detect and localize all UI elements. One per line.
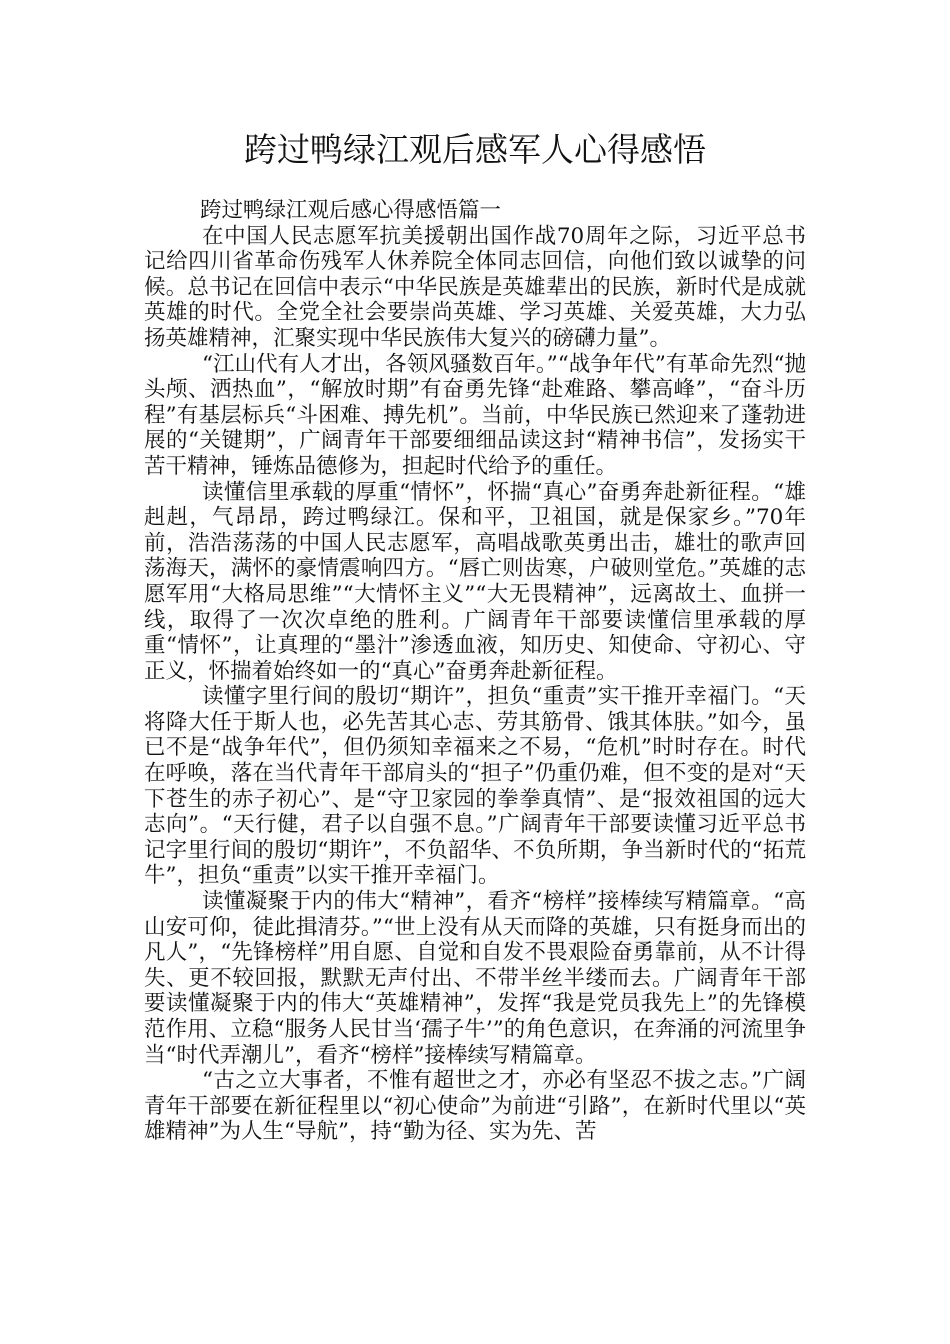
page-title: 跨过鸭绿江观后感军人心得感悟 — [244, 130, 706, 169]
paragraph-5: 读懂凝聚于内的伟大“精神”，看齐“榜样”接棒续写精篇章。“高山安可仰，徒此揖清芬。”“世上没有从天而降的英雄，只有挺身而出的凡人”，“先锋榜样”用自愿、自觉和自发不畏艰险奋勇靠前，从不计得失、更不较回报，默默无声付出、不带半丝半缕而去。广阔青年干部要读懂凝聚于内的伟大“英雄精神”，发挥“我是党员我先上”的先锋模范作用、立稳“服务人民甘当‘孺子牛’”的角色意识，在奔涌的河流里争当“时代弄潮儿”，看齐“榜样”接棒续写精篇章。 — [144, 889, 806, 1068]
paragraph-3: 读懂信里承载的厚重“情怀”，怀揣“真心”奋勇奔赴新征程。“雄赳赳，气昂昂，跨过鸭绿江。保和平，卫祖国，就是保家乡。”70年前，浩浩荡荡的中国人民志愿军，高唱战歌英勇出击，雄壮的歌声回荡海天，满怀的豪情震响四方。“唇亡则齿寒，户破则堂危。”英雄的志愿军用“大格局思维”“大情怀主义”“大无畏精神”，远离故土、血拼一线，取得了一次次卓绝的胜利。广阔青年干部要读懂信里承载的厚重“情怀”，让真理的“墨汁”渗透血液，知历史、知使命、守初心、守正义，怀揣着始终如一的“真心”奋勇奔赴新征程。 — [144, 479, 806, 684]
section-heading: 跨过鸭绿江观后感心得感悟篇一 — [200, 198, 502, 223]
document-body — [144, 198, 806, 1145]
paragraph-2: “江山代有人才出，各领风骚数百年。”“战争年代”有革命先烈“抛头颅、洒热血”，“解放时期”有奋勇先锋“赴难路、攀高峰”，“奋斗历程”有基层标兵“斗困难、搏先机”。当前，中华民族已然迎来了蓬勃进展的“关键期”，广阔青年干部要细细品读这封“精神书信”，发扬实干苦干精神，锤炼品德修为，担起时代给予的重任。 — [144, 351, 806, 479]
paragraph-4: 读懂字里行间的殷切“期许”，担负“重责”实干推开幸福门。“天将降大任于斯人也，必先苦其心志、劳其筋骨、饿其体肤。”如今，虽已不是“战争年代”，但仍须知幸福来之不易，“危机”时时存在。时代在呼唤，落在当代青年干部肩头的“担子”仍重仍难，但不变的是对“天下苍生的赤子初心”、是“守卫家园的拳拳真情”、是“报效祖国的远大志向”。“天行健，君子以自强不息。”广阔青年干部要读懂习近平总书记字里行间的殷切“期许”，不负韶华、不负所期，争当新时代的“拓荒牛”，担负“重责”以实干推开幸福门。 — [144, 684, 806, 889]
paragraph-6: “古之立大事者，不惟有超世之才，亦必有坚忍不拔之志。”广阔青年干部要在新征程里以“初心使命”为前进“引路”，在新时代里以“英雄精神”为人生“导航”，持“勤为径、实为先、苦 — [144, 1068, 806, 1145]
paragraph-1: 在中国人民志愿军抗美援朝出国作战70周年之际，习近平总书记给四川省革命伤残军人休养院全体同志回信，向他们致以诚挚的问候。总书记在回信中表示“中华民族是英雄辈出的民族，新时代是成就英雄的时代。全党全社会要崇尚英雄、学习英雄、关爱英雄，大力弘扬英雄精神，汇聚实现中华民族伟大复兴的磅礴力量”。 — [144, 223, 806, 351]
